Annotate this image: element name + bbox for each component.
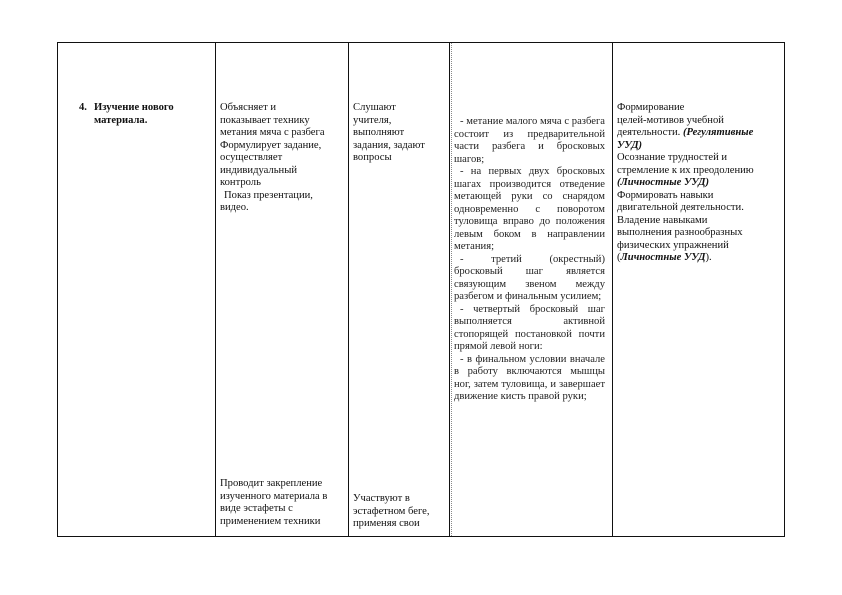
column-divider (451, 43, 452, 536)
student-line: Участвуют в (353, 493, 410, 504)
teacher-line: Формулирует задание, (220, 139, 322, 151)
content-paragraph: - метание малого мяча с разбега состоит из предварительной части разбега и бросковых шагов; (454, 116, 605, 165)
student-line: учителя, (353, 114, 392, 126)
uud-type-label: Личностные УУД (620, 252, 706, 263)
stage-cell (79, 102, 211, 127)
uud-line: выполнения разнообразных (617, 227, 743, 238)
uud-line: двигательной деятельности. (617, 202, 744, 213)
teacher-line: изученного материала в (220, 490, 328, 502)
teacher-line: применением техники (220, 515, 321, 527)
teacher-line: виде эстафеты с (220, 503, 293, 514)
teacher-line: показывает технику (220, 114, 310, 126)
teacher-line: видео. (220, 202, 249, 213)
uud-text: деятельности. (617, 127, 681, 138)
uud-line: стремление к их преодолению (617, 164, 754, 176)
student-activity-cell (353, 102, 445, 165)
uud-line: Формирование (617, 102, 685, 113)
student-line: выполняют (353, 127, 405, 138)
lesson-content-cell (454, 116, 605, 404)
teacher-line: индивидуальный (220, 164, 297, 176)
column-divider (215, 43, 216, 536)
uud-line: целей-мотивов учебной (617, 114, 724, 126)
teacher-line: Объясняет и (220, 102, 277, 113)
uud-type-label: УУД) (617, 139, 643, 151)
student-line: задания, задают (353, 139, 425, 151)
uud-line: Владение навыками (617, 214, 708, 226)
content-paragraph: - четвертый бросковый шаг выполняется активной стопорящей постановкой почти прямой левой ноги: (454, 303, 605, 352)
teacher-line: Проводит закрепление (220, 478, 323, 489)
uud-line: Осознание трудностей и (617, 152, 728, 163)
teacher-line: осуществляет (220, 152, 283, 163)
uud-text: ). (705, 252, 712, 263)
content-paragraph: - третий (окрестный) бросковый шаг является связующим звеном между разбегом и финальным усилием; (454, 253, 605, 302)
column-divider (348, 43, 349, 536)
stage-number: 4. (79, 102, 87, 113)
student-line: применяя свои (353, 518, 420, 529)
teacher-line: Показ презентации, (224, 189, 313, 201)
content-paragraph: - на первых двух бросковых шагах производится отведение метающей руки со снарядом одновременно с поворотом туловища вправо до положения левым боком в направлении метания; (454, 166, 605, 252)
column-divider (449, 43, 450, 536)
uud-line: Формировать навыки (617, 189, 714, 201)
teacher-line: метания мяча с разбега (220, 127, 325, 138)
uud-line (617, 127, 777, 140)
teacher-activity-cell-2 (220, 478, 345, 528)
teacher-line: контроль (220, 177, 261, 188)
column-divider (612, 43, 613, 536)
uud-type-label: (Личностные УУД) (617, 177, 710, 188)
student-line: эстафетном беге, (353, 505, 430, 517)
uud-line: физических упражнений (617, 239, 729, 251)
uud-line (617, 252, 777, 265)
uud-type-label: (Регулятивные (682, 127, 754, 138)
uud-text: ( (617, 252, 621, 263)
teacher-activity-cell (220, 102, 345, 215)
student-line: вопросы (353, 152, 392, 163)
student-line: Слушают (353, 102, 396, 113)
stage-title: Изучение нового материала. (94, 102, 174, 126)
uud-cell (617, 102, 777, 265)
student-activity-cell-2 (353, 493, 445, 531)
content-paragraph: - в финальном условии вначале в работу включаются мышцы ног, затем туловища, и завершает движение кисть правой руки; (454, 353, 605, 402)
